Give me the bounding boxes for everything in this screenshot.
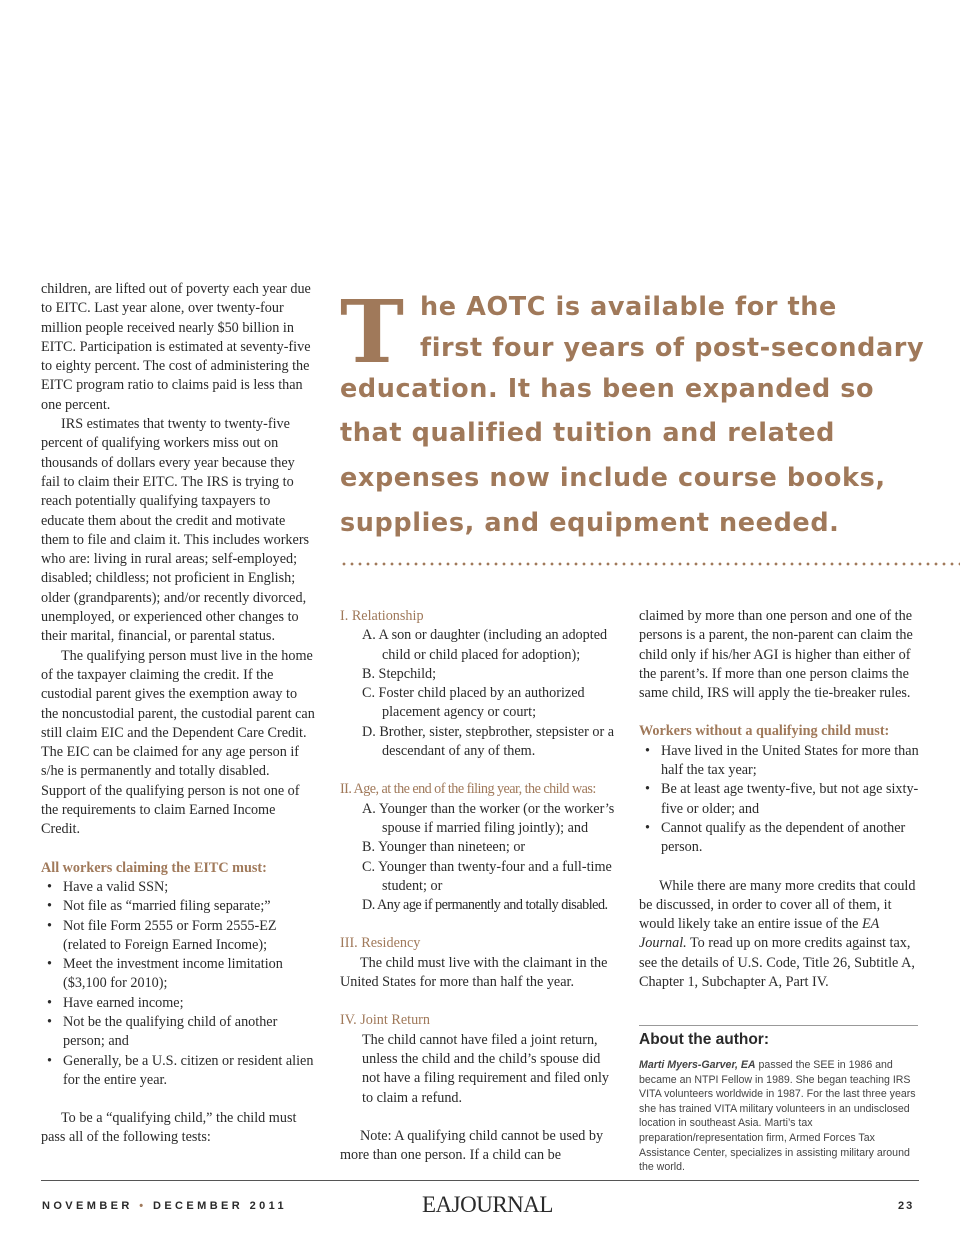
issue-date — [42, 1200, 287, 1212]
note-text: Note: A qualifying child cannot be used by more than one person. If a child can be — [340, 1127, 604, 1164]
left-paragraph-3: The qualifying person must live in the home of the taxpayer claiming the credit. If the custodial parent gives the exemption away to the noncustodial parent, the custodial parent can still claim EIC and the Dependent Care Credit. The EIC can be claimed for any age person if s/he is permanently and totally disabled. Support of the qualifying person is not one of the requirements to claim Earned Income Credit. — [41, 647, 315, 838]
left-column — [41, 280, 317, 1148]
relationship-item: B. Stepchild; — [362, 665, 437, 682]
age-heading: II. Age, at the end of the filing year, the child was: — [340, 781, 596, 798]
age-item: D. Any age if permanently and totally disabled. — [362, 897, 608, 914]
left-paragraph-1: children, are lifted out of poverty each year due to EITC. Last year alone, over twenty-four million people received nearly $50 billion in EITC. Participation is estimated at seventy-five to eighty percent. The cost of administering the EITC program ratio to claims paid is less than one percent. — [41, 281, 311, 413]
relationship-heading: I. Relationship — [340, 608, 424, 624]
age-item: C. Younger than twenty-four and a full-time student; or — [362, 858, 612, 894]
pull-quote-line-6: supplies, and equipment needed. — [340, 508, 840, 538]
residency-heading: III. Residency — [340, 935, 421, 952]
pull-quote-line-4: that qualified tuition and related — [340, 418, 835, 448]
pull-quote-line-2: first four years of post-secondary — [420, 333, 925, 363]
joint-return-text: The child cannot have filed a joint return, unless the child and the child’s spouse did not have a filing requirement and filed only to claim a refund. — [362, 1031, 610, 1106]
author-bio — [639, 1058, 921, 1175]
date-separator: • — [139, 1200, 147, 1212]
joint-return-heading: IV. Joint Return — [340, 1012, 430, 1029]
page-number: 23 — [898, 1200, 915, 1212]
dotted-divider — [340, 562, 960, 566]
list-item: • Generally, be a U.S. citizen or resident alien for the entire year. — [41, 1052, 317, 1091]
list-item: • Have lived in the United States for more than half the tax year; — [639, 742, 919, 781]
list-item: • Meet the investment income limitation ($3,100 for 2010); — [41, 955, 317, 994]
journal-logo: EAJOURNAL — [422, 1192, 553, 1217]
no-child-requirements-heading: Workers without a qualifying child must: — [639, 723, 890, 740]
relationship-item: A. A son or daughter (including an adopted child or child placed for adoption); — [362, 627, 608, 663]
pull-quote-line-1: he AOTC is available for the — [420, 292, 837, 322]
author-bio-text: passed the SEE in 1986 and became an NTPI Fellow in 1989. She began teaching IRS VITA volunteers worldwide in 1987. For the last three years she has trained VITA military volunteers in an undisclosed location in southeast Asia. Marti’s tax preparation/representation firm, Armed Forces Tax Assistance Center, specializes in assisting military around the world. — [639, 1059, 916, 1174]
pull-quote-line-3: education. It has been expanded so — [340, 374, 875, 404]
drop-cap: T — [340, 282, 405, 383]
list-item: • Have a valid SSN; — [41, 878, 317, 897]
list-item: • Not file as “married filing separate;” — [41, 897, 317, 916]
footer-divider — [41, 1180, 919, 1181]
eitc-requirements-heading: All workers claiming the EITC must: — [41, 859, 267, 876]
middle-column — [340, 607, 622, 1165]
pull-quote-line-5: expenses now include course books, — [340, 463, 886, 493]
right-paragraph-1: claimed by more than one person and one of the persons is a parent, the non-parent can claim the child only if his/her AGI is higher than either of the parent’s. If more than one person claims the same child, IRS will apply the tie-breaker rules. — [639, 608, 913, 702]
right-column — [639, 607, 919, 992]
age-item: A. Younger than the worker (or the worker’s spouse if married filing jointly); and — [362, 800, 615, 836]
paragraph-text: To read up on more credits against tax, see the details of U.S. Code, Title 26, Subtitle A, Chapter 1, Subchapter A, Part IV. — [639, 935, 915, 991]
issue-month-2: DECEMBER 2011 — [152, 1200, 288, 1212]
list-item: • Be at least age twenty-five, but not age sixty-five or older; and — [639, 780, 919, 819]
left-paragraph-4: To be a “qualifying child,” the child must pass all of the following tests: — [41, 1110, 297, 1146]
list-item: • Cannot qualify as the dependent of another person. — [639, 819, 919, 858]
author-name: Marti Myers-Garver, EA — [639, 1059, 756, 1071]
left-paragraph-2: IRS estimates that twenty to twenty-five percent of qualifying workers miss out on thousands of dollars every year because they fail to claim their EITC. The IRS is trying to reach potentially qualifying taxpayers to educate them about the credit and motivate them to file and claim it. This includes workers who are: living in rural areas; self-employed; disabled; childless; not proficient in English; older (grandparents); and/or recently divorced, unemployed, or experienced other changes to their marital, financial, or parental status. — [41, 416, 310, 645]
issue-month-1: NOVEMBER — [42, 1200, 133, 1212]
journal-title: EA Journal. — [639, 916, 880, 952]
relationship-item: C. Foster child placed by an authorized placement agency or court; — [362, 685, 585, 721]
relationship-item: D. Brother, sister, stepbrother, stepsister or a descendant of any of them. — [362, 723, 615, 760]
author-heading: About the author: — [639, 1031, 770, 1048]
age-item: B. Younger than nineteen; or — [362, 839, 526, 856]
list-item: • Not file Form 2555 or Form 2555-EZ (related to Foreign Earned Income); — [41, 917, 317, 956]
list-item: • Have earned income; — [41, 994, 317, 1013]
paragraph-text: While there are many more credits that could be discussed, in order to cover all of them, it would likely take an entire issue of the — [639, 877, 916, 933]
eitc-requirements-list — [41, 878, 317, 1090]
right-paragraph-2 — [639, 877, 919, 993]
list-item: • Not be the qualifying child of another person; and — [41, 1013, 317, 1052]
no-child-requirements-list — [639, 742, 919, 858]
author-divider — [639, 1025, 918, 1026]
residency-text: The child must live with the claimant in the United States for more than half the year. — [340, 954, 608, 991]
